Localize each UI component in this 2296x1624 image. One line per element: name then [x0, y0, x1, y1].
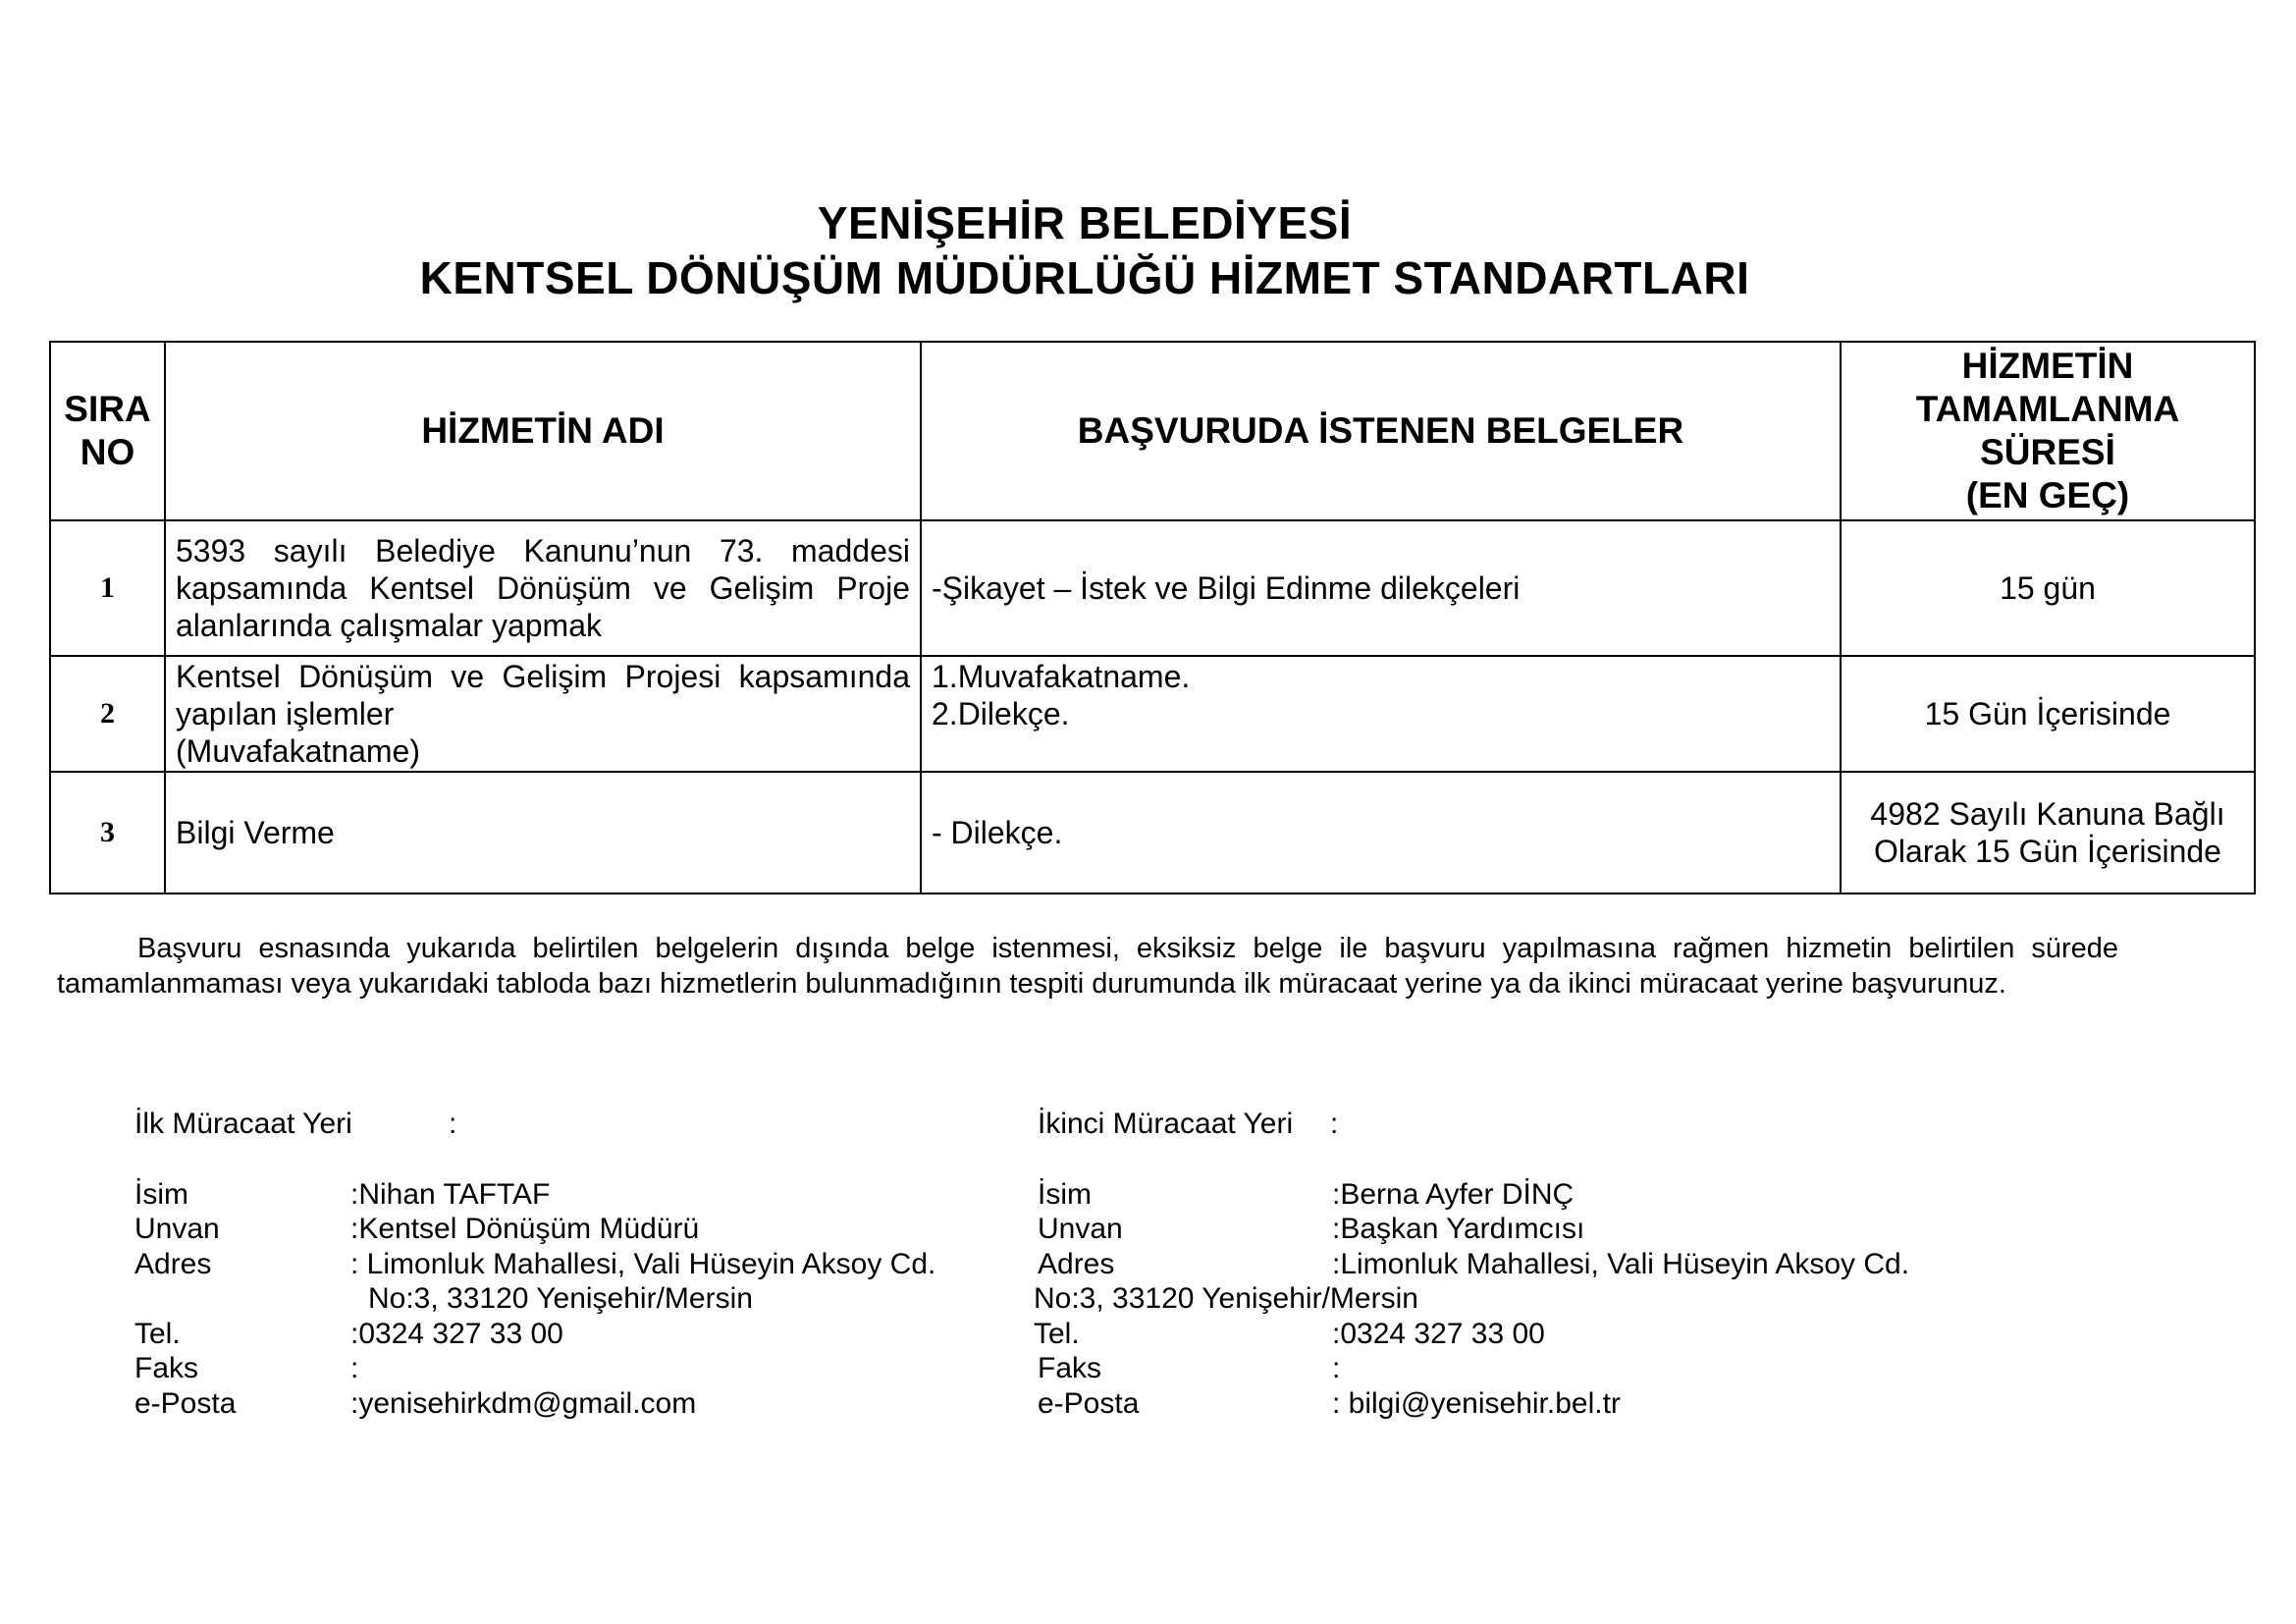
application-note: Başvuru esnasında yukarıda belirtilen belgelerin dışında belge istenmesi, eksiksiz belge ile başvuru yapılmasına rağmen hizmetin belirtilen sürede tamamlanmaması veya yukarıdaki tabloda bazı hizmetlerin bulunmadığının tespiti durumunda ilk müracaat yerine ya da ikinci müracaat yerine başvurunuz. [57, 933, 2118, 1000]
table-row [50, 656, 2255, 772]
header-service: HİZMETİN ADI [165, 342, 921, 520]
row-number: 3 [50, 772, 165, 893]
table-row [50, 772, 2255, 893]
row-number: 1 [50, 520, 165, 656]
table-header-row [50, 342, 2255, 520]
completion-time: 4982 Sayılı Kanuna Bağlı Olarak 15 Gün İçerisinde [1841, 772, 2255, 893]
header-documents: BAŞVURUDA İSTENEN BELGELER [921, 342, 1841, 520]
required-documents: - Dilekçe. [921, 772, 1841, 893]
completion-time: 15 Gün İçerisinde [1841, 656, 2255, 772]
table-row [50, 520, 2255, 656]
row-number: 2 [50, 656, 165, 772]
service-name: Bilgi Verme [165, 772, 921, 893]
document-title: YENİŞEHİR BELEDİYESİ [817, 197, 1353, 248]
service-standards-table [49, 341, 2256, 894]
required-documents: 1.Muvafakatname. 2.Dilekçe. [921, 656, 1841, 772]
service-name: Kentsel Dönüşüm ve Gelişim Projesi kapsamında yapılan işlemler (Muvafakatname) [165, 656, 921, 772]
completion-time: 15 gün [1841, 520, 2255, 656]
service-name: 5393 sayılı Belediye Kanunu’nun 73. maddesi kapsamında Kentsel Dönüşüm ve Gelişim Proje alanlarında çalışmalar yapmak [165, 520, 921, 656]
document-subtitle: KENTSEL DÖNÜŞÜM MÜDÜRLÜĞÜ HİZMET STANDARTLARI [419, 252, 1750, 303]
header-no: SIRA NO [50, 342, 165, 520]
required-documents: -Şikayet – İstek ve Bilgi Edinme dilekçeleri [921, 520, 1841, 656]
header-time: HİZMETİN TAMAMLANMA SÜRESİ (EN GEÇ) [1841, 342, 2255, 520]
